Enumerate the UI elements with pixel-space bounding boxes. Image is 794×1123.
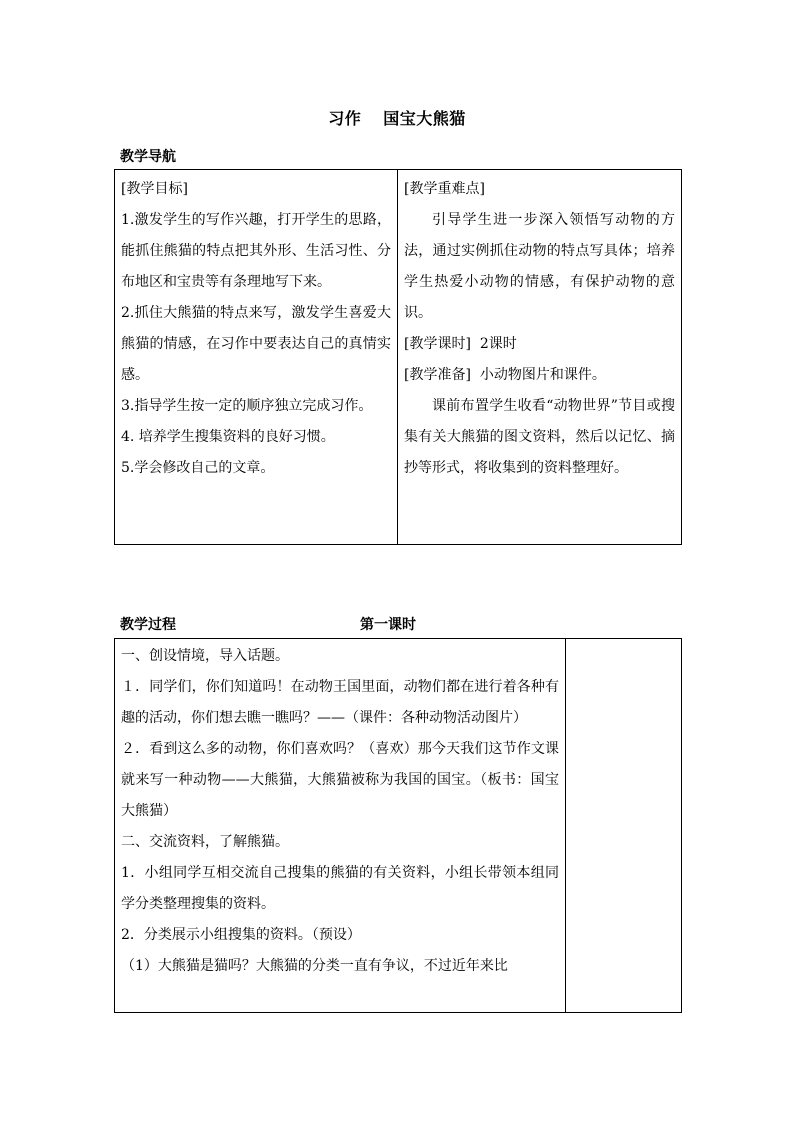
key-text: 引导学生进一步深入领悟写动物的方法，通过实例抓住动物的特点写具体；培养学生热爱小动物的情感，有保护动物的意识。 [404, 212, 675, 321]
process-section-label: 教学过程 [120, 617, 176, 633]
teaching-process-table [114, 638, 682, 1013]
process-content-cell [115, 639, 566, 1013]
process-line-4: 二、交流资料，了解熊猫。 [121, 834, 289, 850]
lesson-label: 第一课时 [360, 617, 416, 633]
goals-header: [教学目标] [121, 181, 188, 197]
goals-cell [115, 170, 398, 545]
goal-item-1: 1.激发学生的写作兴趣，打开学生的思路，能抓住熊猫的特点把其外形、生活习性、分布地区和宝贵等有条理地写下来。 [121, 212, 391, 290]
period-label: [教学课时] [404, 336, 471, 352]
process-line-6: 2．分类展示小组搜集的资料。（预设） [121, 927, 361, 943]
prep-text: 课前布置学生收看“动物世界”节目或搜集有关大熊猫的图文资料，然后以记忆、摘抄等形式，将收集到的资料整理好。 [404, 398, 675, 476]
teaching-nav-table [114, 169, 682, 545]
prep-value: 小动物图片和课件。 [479, 367, 606, 383]
title-part-1: 习作 [328, 109, 362, 128]
prep-label: [教学准备] [404, 367, 471, 383]
page-title [0, 106, 794, 129]
process-line-7: （1）大熊猫是猫吗？大熊猫的分类一直有争议，不过近年来比 [121, 958, 508, 974]
key-points-cell [398, 170, 682, 545]
key-header: [教学重难点] [404, 181, 485, 197]
title-part-2: 国宝大熊猫 [383, 109, 466, 128]
goal-item-2: 2.抓住大熊猫的特点来写，激发学生喜爱大熊猫的情感，在习作中要表达自己的真情实感。 [121, 305, 391, 383]
process-line-2: １．同学们，你们知道吗！在动物王国里面，动物们都在进行着各种有趣的活动，你们想去瞧一瞧吗？——（课件：各种动物活动图片） [121, 679, 559, 726]
goal-item-4: 4. 培养学生搜集资料的良好习惯。 [121, 429, 335, 445]
process-line-5: 1．小组同学互相交流自己搜集的熊猫的有关资料，小组长带领本组同学分类整理搜集的资料。 [121, 865, 559, 912]
goal-item-3: 3.指导学生按一定的顺序独立完成习作。 [121, 398, 373, 414]
nav-section-label: 教学导航 [120, 149, 176, 165]
period-line [404, 329, 675, 360]
process-notes-cell [566, 639, 682, 1013]
prep-line [404, 360, 675, 391]
process-line-3: ２．看到这么多的动物，你们喜欢吗？（喜欢）那今天我们这节作文课就来写一种动物——大熊猫，大熊猫被称为我国的国宝。（板书：国宝大熊猫） [121, 741, 559, 819]
goal-item-5: 5.学会修改自己的文章。 [121, 460, 275, 476]
period-value: 2课时 [479, 336, 517, 352]
process-line-1: 一、创设情境，导入话题。 [121, 648, 289, 664]
